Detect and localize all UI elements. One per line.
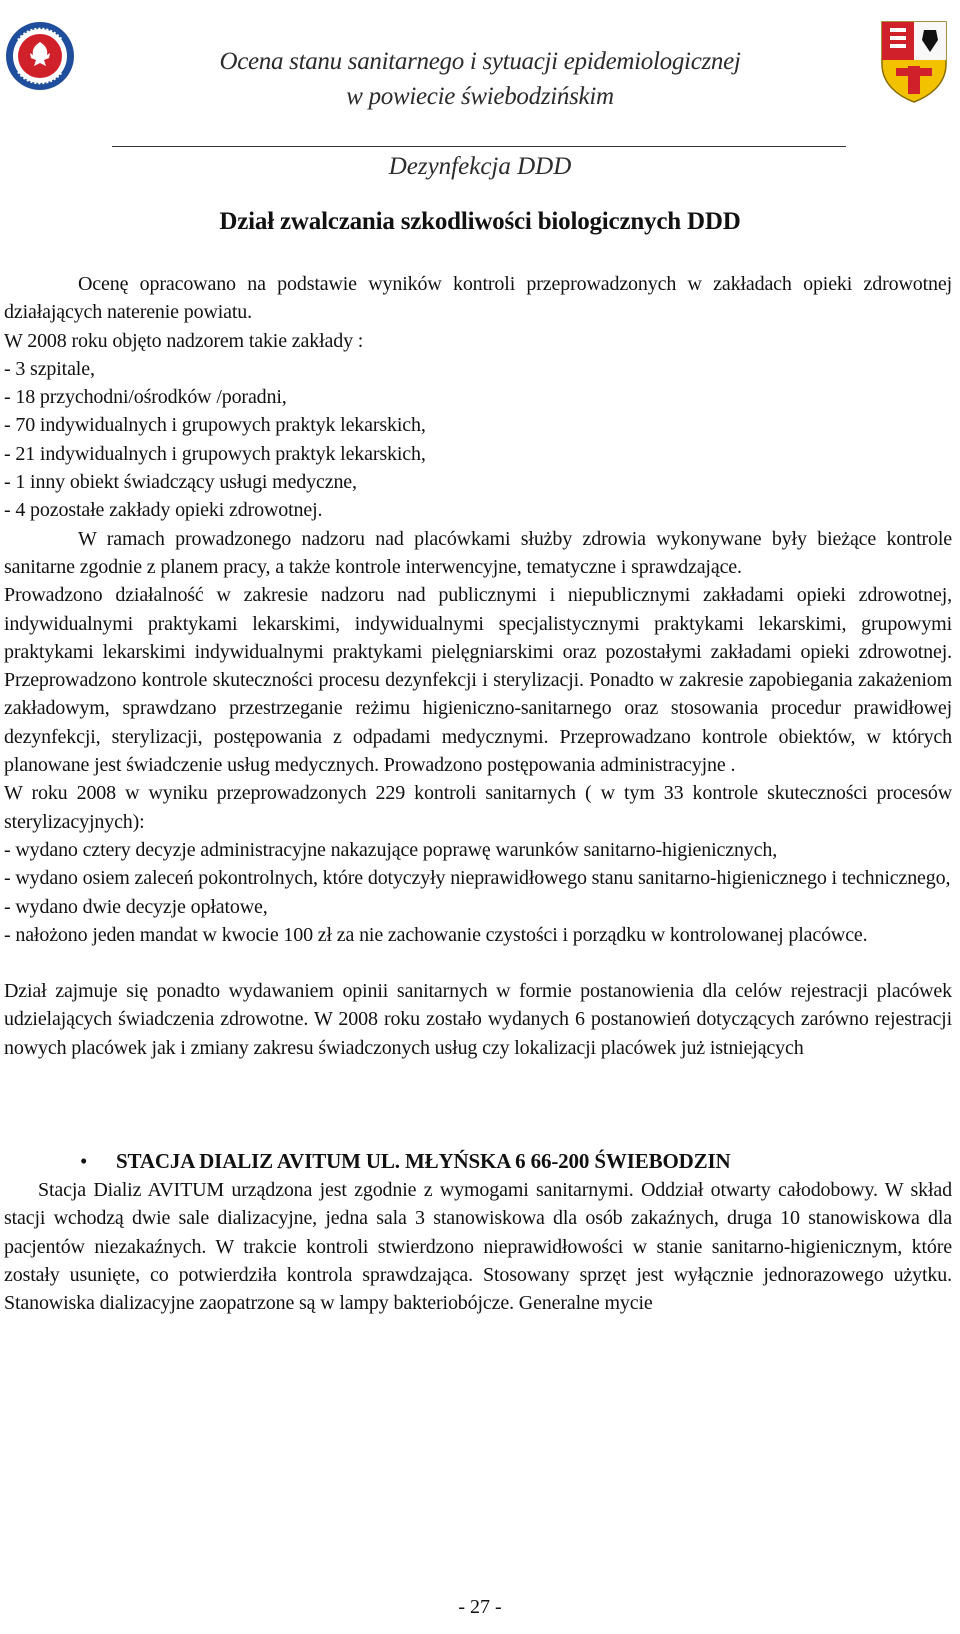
results-heading: W roku 2008 w wyniku przeprowadzonych 229 kontroli sanitarnych ( w tym 33 kontrole skuteczności procesów sterylizacyjnych): [4, 782, 952, 833]
header-title-line1: Ocena stanu sanitarnego i sytuacji epidemiologicznej [219, 48, 741, 75]
results-item: - wydano osiem zaleceń pokontrolnych, które dotyczyły nieprawidłowego stanu sanitarno-higienicznego i technicznego, [4, 867, 951, 890]
controls-paragraph: W ramach prowadzonego nadzoru nad placówkami służby zdrowia wykonywane były bieżące kontrole sanitarne zgodnie z planem pracy, a także kontrole interwencyjne, tematyczne i sprawdzające. [4, 527, 952, 578]
results-item: - wydano dwie decyzje opłatowe, [4, 895, 268, 918]
scope-item: - 18 przychodni/ośrodków /poradni, [4, 386, 287, 409]
opinions-paragraph: Dział zajmuje się ponadto wydawaniem opinii sanitarnych w formie postanowienia dla celów rejestracji placówek udzielających świadczenia zdrowotne. W 2008 roku zostało wydanych 6 postanowień dotyczących zarówno rejestracji nowych placówek jak i zmiany zakresu świadczonych usług czy lokalizacji placówek już istniejących [4, 980, 952, 1059]
facility-heading [4, 1146, 952, 1176]
county-coat-of-arms-icon [878, 18, 950, 104]
bullet-icon: • [80, 1149, 88, 1174]
sanepid-emblem-icon [4, 20, 76, 92]
results-item: - wydano cztery decyzje administracyjne nakazujące poprawę warunków sanitarno-higienicznych, [4, 838, 778, 861]
spacer [4, 949, 952, 977]
scope-heading: W 2008 roku objęto nadzorem takie zakłady : [4, 329, 364, 352]
header-divider [112, 146, 846, 147]
header-subtitle: Dezynfekcja DDD [388, 153, 572, 180]
scope-item: - 1 inny obiekt świadczący usługi medyczne, [4, 471, 357, 494]
spacer [4, 1118, 952, 1146]
facility-paragraph: Stacja Dializ AVITUM urządzona jest zgodnie z wymogami sanitarnymi. Oddział otwarty całodobowy. W skład stacji wchodzą dwie sale dializacyjne, jedna sala 3 stanowiskowa dla osób zakaźnych, druga 10 stanowiskowa dla pacjentów niezakaźnych. W trakcie kontroli stwierdzono nieprawidłowości w stanie sanitarno-higienicznym, które zostały usunięte, co potwierdziła kontrola sprawdzająca. Stosowany sprzęt jest wyłącznie jednorazowego użytku. Stanowiska dializacyjne zaopatrzone są w lampy bakteriobójcze. Generalne mycie [4, 1179, 952, 1315]
scope-item: - 3 szpitale, [4, 357, 95, 380]
results-item: - nałożono jeden mandat w kwocie 100 zł za nie zachowanie czystości i porządku w kontrolowanej placówce. [4, 923, 868, 946]
intro-paragraph: Ocenę opracowano na podstawie wyników kontroli przeprowadzonych w zakładach opieki zdrowotnej działających naterenie powiatu. [4, 273, 952, 324]
section-title: Dział zwalczania szkodliwości biologicznych DDD [219, 208, 741, 235]
scope-item: - 21 indywidualnych i grupowych praktyk lekarskich, [4, 442, 426, 465]
document-body [4, 270, 952, 1318]
spacer [4, 1062, 952, 1118]
scope-item: - 4 pozostałe zakłady opieki zdrowotnej. [4, 499, 323, 522]
facility-title: STACJA DIALIZ AVITUM UL. MŁYŃSKA 6 66-200 ŚWIEBODZIN [116, 1149, 731, 1174]
scope-item: - 70 indywidualnych i grupowych praktyk lekarskich, [4, 414, 426, 437]
activity-paragraph: Prowadzono działalność w zakresie nadzoru nad publicznymi i niepublicznymi zakładami opieki zdrowotnej, indywidualnymi praktykami lekarskimi, indywidualnymi specjalistycznymi praktykami lekarskimi, grupowymi praktykami lekarskimi indywidualnymi praktykami pielęgniarskimi oraz pozostałymi zakładami opieki zdrowotnej. Przeprowadzono kontrole skuteczności procesu dezynfekcji i sterylizacji. Ponadto w zakresie zapobiegania zakażeniom zakładowym, sprawdzano przestrzeganie reżimu higieniczno-sanitarnego oraz stosowania procedur prawidłowej dezynfekcji, sterylizacji, postępowania z odpadami medycznymi. Przeprowadzano kontrole obiektów, w których planowane jest świadczenie usług medycznych. Prowadzono postępowania administracyjne . [4, 584, 952, 777]
header-title-line2: w powiecie świebodzińskim [346, 83, 614, 110]
page-number: - 27 - [458, 1596, 502, 1618]
